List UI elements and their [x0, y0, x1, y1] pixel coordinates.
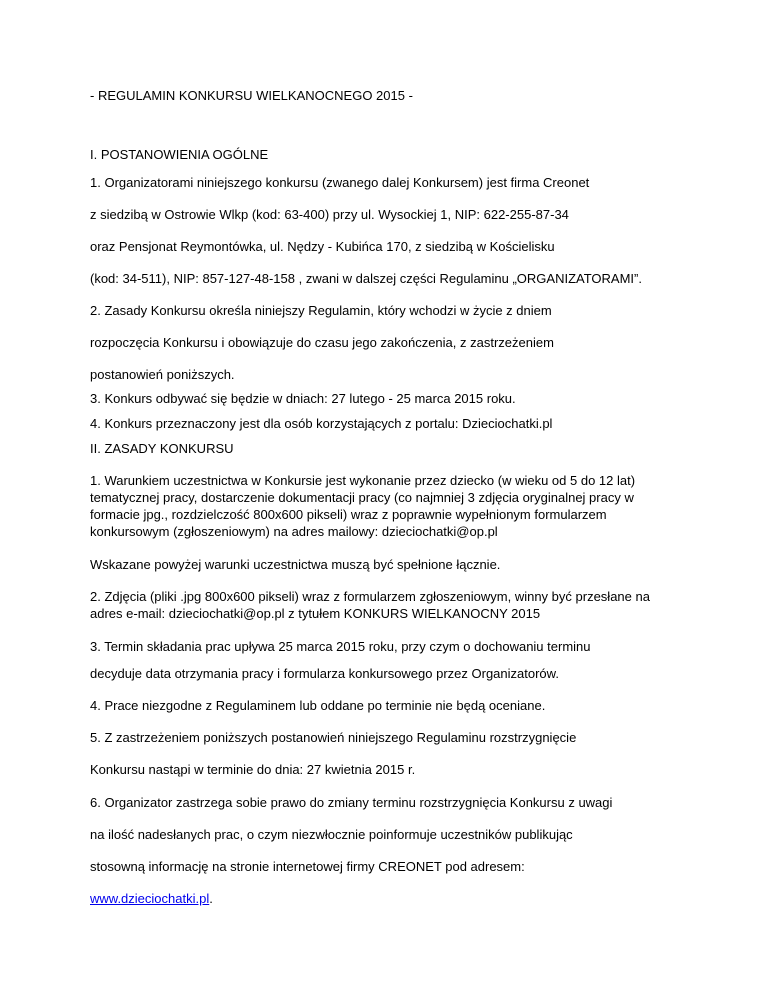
paragraph-line: na ilość nadesłanych prac, o czym niezwłocznie poinformuje uczestników publikując — [90, 827, 573, 842]
paragraph-line: oraz Pensjonat Reymontówka, ul. Nędzy - Kubińca 170, z siedzibą w Kościelisku — [90, 239, 555, 254]
paragraph-line: 5. Z zastrzeżeniem poniższych postanowień niniejszego Regulaminu rozstrzygnięcie — [90, 730, 577, 745]
document-title: - REGULAMIN KONKURSU WIELKANOCNEGO 2015 - — [90, 88, 413, 103]
paragraph-line: rozpoczęcia Konkursu i obowiązuje do czasu jego zakończenia, z zastrzeżeniem — [90, 335, 554, 350]
paragraph-line: adres e-mail: dzieciochatki@op.pl z tytułem KONKURS WIELKANOCNY 2015 — [90, 606, 541, 621]
paragraph-line: konkursowym (zgłoszeniowym) na adres mailowy: dzieciochatki@op.pl — [90, 524, 498, 539]
paragraph-line: 6. Organizator zastrzega sobie prawo do zmiany terminu rozstrzygnięcia Konkursu z uwagi — [90, 795, 613, 810]
paragraph-line: Wskazane powyżej warunki uczestnictwa muszą być spełnione łącznie. — [90, 557, 501, 572]
paragraph-line: 3. Konkurs odbywać się będzie w dniach: 27 lutego - 25 marca 2015 roku. — [90, 391, 516, 406]
paragraph-line: stosowną informację na stronie internetowej firmy CREONET pod adresem: — [90, 859, 525, 874]
link-line — [90, 891, 213, 907]
paragraph-line: 4. Konkurs przeznaczony jest dla osób korzystających z portalu: Dzieciochatki.pl — [90, 416, 553, 431]
paragraph-line: postanowień poniższych. — [90, 367, 235, 382]
paragraph-line: (kod: 34-511), NIP: 857-127-48-158 , zwani w dalszej części Regulaminu „ORGANIZATORAMI”. — [90, 271, 642, 286]
paragraph-line: 3. Termin składania prac upływa 25 marca 2015 roku, przy czym o dochowaniu terminu — [90, 639, 591, 654]
paragraph-line: formacie jpg., rozdzielczość 800x600 pikseli) wraz z poprawnie wypełnionym formularzem — [90, 507, 607, 522]
paragraph-line: 1. Organizatorami niniejszego konkursu (zwanego dalej Konkursem) jest firma Creonet — [90, 175, 590, 190]
paragraph-line: tematycznej pracy, dostarczenie dokumentacji pracy (co najmniej 3 zdjęcia oryginalnej pracy w — [90, 490, 634, 505]
paragraph-line: 4. Prace niezgodne z Regulaminem lub oddane po terminie nie będą oceniane. — [90, 698, 546, 713]
link-suffix: . — [209, 891, 213, 906]
paragraph-line: Konkursu nastąpi w terminie do dnia: 27 kwietnia 2015 r. — [90, 762, 416, 777]
paragraph-line: z siedzibą w Ostrowie Wlkp (kod: 63-400) przy ul. Wysockiej 1, NIP: 622-255-87-34 — [90, 207, 569, 222]
website-link[interactable]: www.dzieciochatki.pl — [90, 891, 210, 906]
paragraph-line: decyduje data otrzymania pracy i formularza konkursowego przez Organizatorów. — [90, 666, 559, 681]
section-heading-general: I. POSTANOWIENIA OGÓLNE — [90, 147, 269, 162]
paragraph-line: 1. Warunkiem uczestnictwa w Konkursie jest wykonanie przez dziecko (w wieku od 5 do 12 lat) — [90, 473, 636, 488]
paragraph-line: 2. Zasady Konkursu określa niniejszy Regulamin, który wchodzi w życie z dniem — [90, 303, 552, 318]
section-heading-rules: II. ZASADY KONKURSU — [90, 441, 234, 456]
paragraph-line: 2. Zdjęcia (pliki .jpg 800x600 pikseli) wraz z formularzem zgłoszeniowym, winny być przesłane na — [90, 589, 650, 604]
